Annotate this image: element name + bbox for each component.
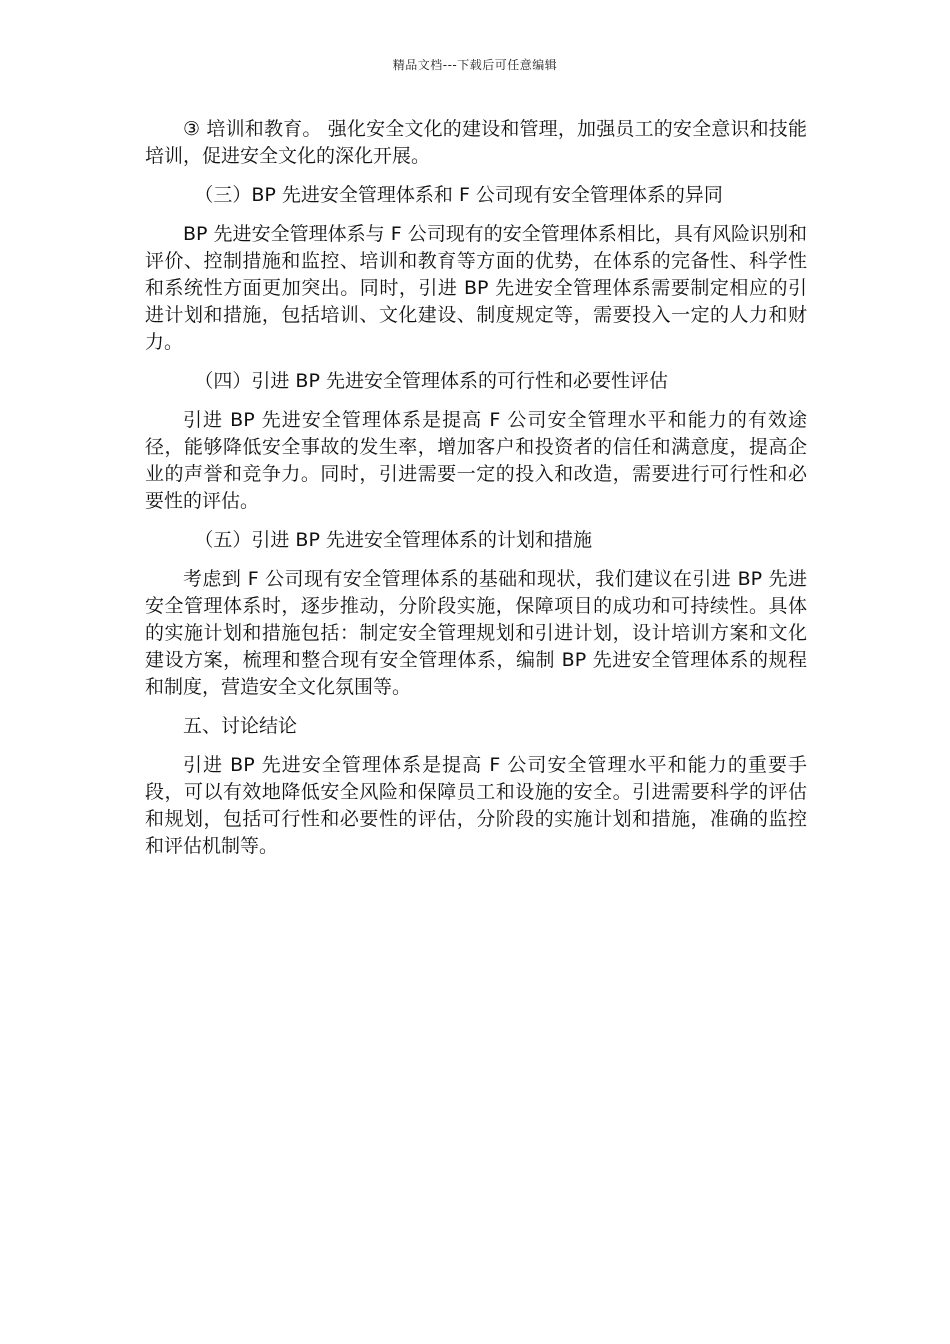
page-header: 精品文档---下载后可任意编辑	[392, 58, 558, 72]
paragraph-conclusion: 引进 BP 先进安全管理体系是提高 F 公司安全管理水平和能力的重要手段，可以有效地降低安全风险和保障员工和设施的安全。引进需要科学的评估和规划，包括可行性和必要性的评估，分阶段的实施计划和措施，准确的监控和评估机制等。	[145, 754, 807, 857]
document-body	[145, 116, 807, 872]
paragraph-training-education: ③ 培训和教育。 强化安全文化的建设和管理，加强员工的安全意识和技能培训，促进安全文化的深化开展。	[145, 118, 807, 167]
paragraph-feasibility: 引进 BP 先进安全管理体系是提高 F 公司安全管理水平和能力的有效途径，能够降低安全事故的发生率，增加客户和投资者的信任和满意度，提高企业的声誉和竞争力。同时，引进需要一定的投入和改造，需要进行可行性和必要性的评估。	[145, 409, 807, 512]
section-title-conclusion: 五、讨论结论	[183, 715, 298, 737]
paragraph-plan-measures: 考虑到 F 公司现有安全管理体系的基础和现状，我们建议在引进 BP 先进安全管理体系时，逐步推动，分阶段实施，保障项目的成功和可持续性。具体的实施计划和措施包括：制定安全管理规划和引进计划，设计培训方案和文化建设方案，梳理和整合现有安全管理体系，编制 BP 先进安全管理体系的规程和制度，营造安全文化氛围等。	[145, 568, 807, 698]
heading-section-4: （四）引进 BP 先进安全管理体系的可行性和必要性评估	[194, 370, 668, 392]
paragraph-comparison: BP 先进安全管理体系与 F 公司现有的安全管理体系相比，具有风险识别和评价、控制措施和监控、培训和教育等方面的优势，在体系的完备性、科学性和系统性方面更加突出。同时，引进 BP 先进安全管理体系需要制定相应的引进计划和措施，包括培训、文化建设、制度规定等，需要投入一定的人力和财力。	[145, 223, 807, 353]
heading-section-3: （三）BP 先进安全管理体系和 F 公司现有安全管理体系的异同	[194, 184, 723, 206]
heading-section-5: （五）引进 BP 先进安全管理体系的计划和措施	[194, 529, 592, 551]
